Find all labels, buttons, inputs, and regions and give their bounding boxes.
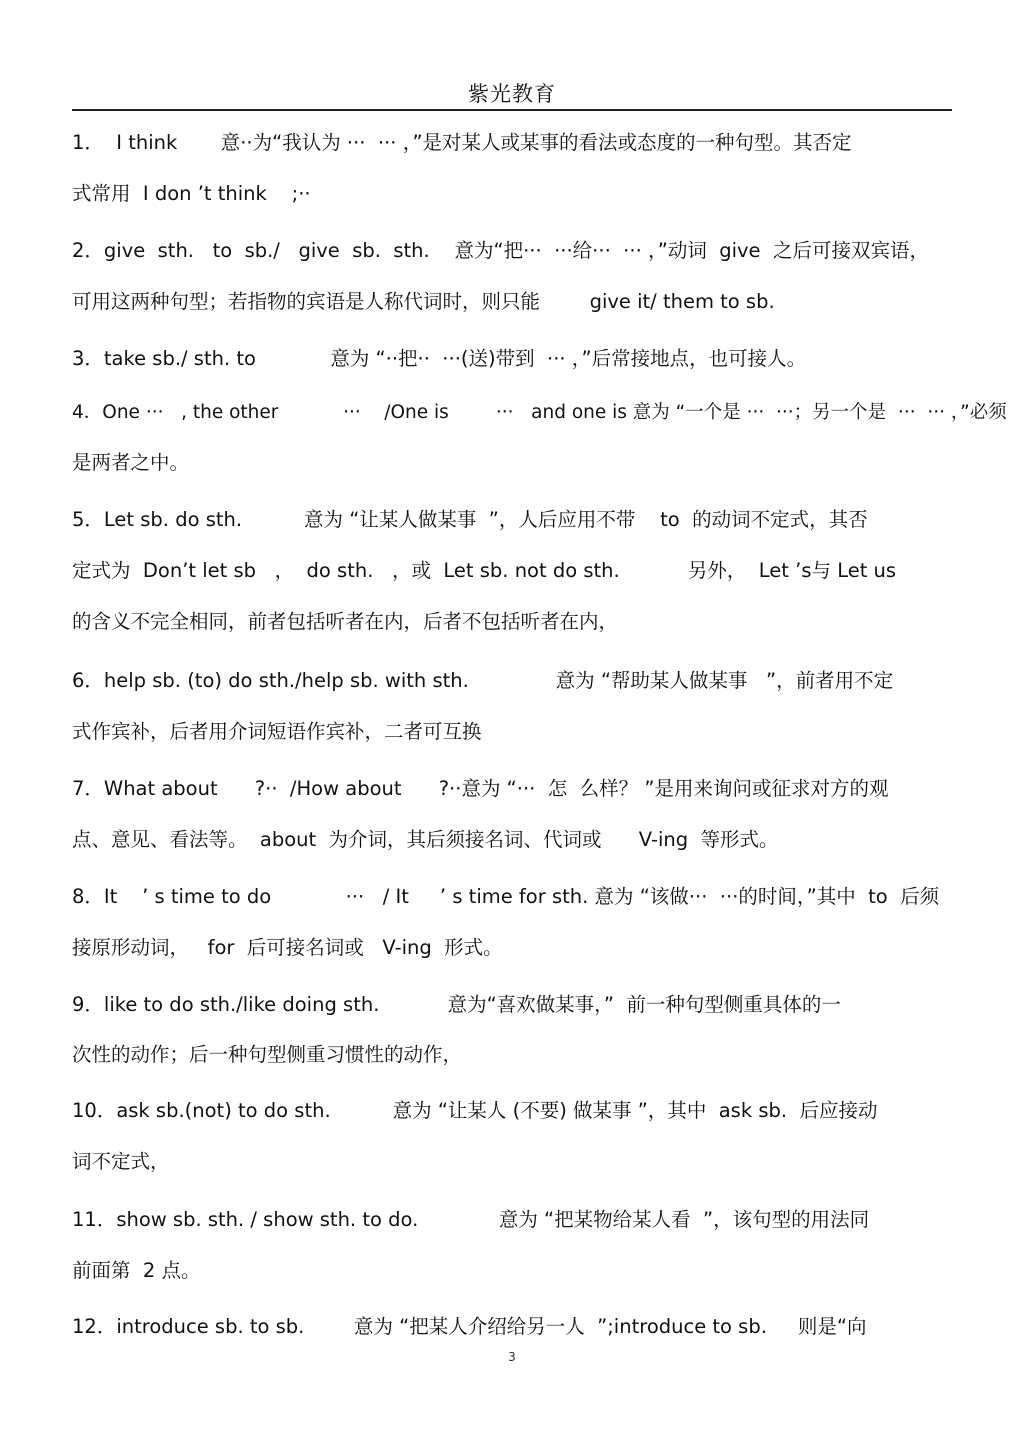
text-line: 12．introduce sb. to sb. 意为 “把某人介绍给另一人 ”;introduce to sb. 则是“向	[72, 1315, 867, 1338]
text-line: 式常用 I don ’t think ;··	[72, 182, 311, 205]
text-line: 可用这两种句型；若指物的宾语是人称代词时，则只能 give it/ them to sb.	[72, 290, 775, 313]
text-line: 接原形动词， for 后可接名词或 V-ing 形式。	[72, 936, 503, 959]
header-rule	[72, 109, 952, 111]
text-line: 定式为 Don’t let sb ， do sth. ，或 Let sb. not do sth. 另外， Let ’s与 Let us	[72, 559, 897, 582]
text-line: 6．help sb. (to) do sth./help sb. with sth. 意为 “帮助某人做某事 ”，前者用不定	[72, 669, 894, 692]
text-line: 的含义不完全相同，前者包括听者在内，后者不包括听者在内，	[72, 610, 619, 633]
page-number: 3	[508, 1350, 516, 1364]
text-line: 8．It ’ s time to do ··· / It ’ s time for sth. 意为 “该做··· ···的时间，”其中 to 后须	[72, 885, 940, 908]
text-line: 式作宾补，后者用介词短语作宾补，二者可互换	[72, 720, 482, 743]
text-line: 7．What about ?·· /How about ?··意为 “··· 怎 么样？ ”是用来询问或征求对方的观	[72, 777, 889, 800]
text-line: 次性的动作；后一种句型侧重习惯性的动作，	[72, 1043, 463, 1066]
text-line: 3．take sb./ sth. to 意为 “··把·· ···(送)带到 ··· ，”后常接地点，也可接人。	[72, 347, 807, 370]
text-line: 是两者之中。	[72, 451, 190, 474]
page-header: 紫光教育	[468, 82, 556, 106]
text-line: 词不定式，	[72, 1150, 170, 1173]
text-line: 点、意见、看法等。 about 为介词，其后须接名词、代词或 V-ing 等形式。	[72, 828, 779, 851]
text-line: 1． I think 意··为“我认为 ··· ··· ，”是对某人或某事的看法或态度的一种句型。其否定	[72, 131, 852, 154]
text-line: 2．give sth. to sb./ give sb. sth. 意为“把··· ···给··· ··· ，”动词 give 之后可接双宾语，	[72, 239, 929, 262]
text-line: 11．show sb. sth. / show sth. to do. 意为 “把某物给某人看 ”，该句型的用法同	[72, 1208, 870, 1231]
text-line: 4．One ··· , the other ··· /One is ··· and one is 意为 “一个是 ··· ···；另一个是 ··· ··· ，”必须	[72, 402, 1007, 423]
text-line: 前面第 2 点。	[72, 1259, 201, 1282]
text-line: 9．like to do sth./like doing sth. 意为“喜欢做某事，” 前一种句型侧重具体的一	[72, 993, 841, 1016]
text-line: 10．ask sb.(not) to do sth. 意为 “让某人 (不要) 做某事 ”，其中 ask sb. 后应接动	[72, 1099, 878, 1122]
text-line: 5．Let sb. do sth. 意为 “让某人做某事 ”，人后应用不带 to 的动词不定式，其否	[72, 508, 868, 531]
